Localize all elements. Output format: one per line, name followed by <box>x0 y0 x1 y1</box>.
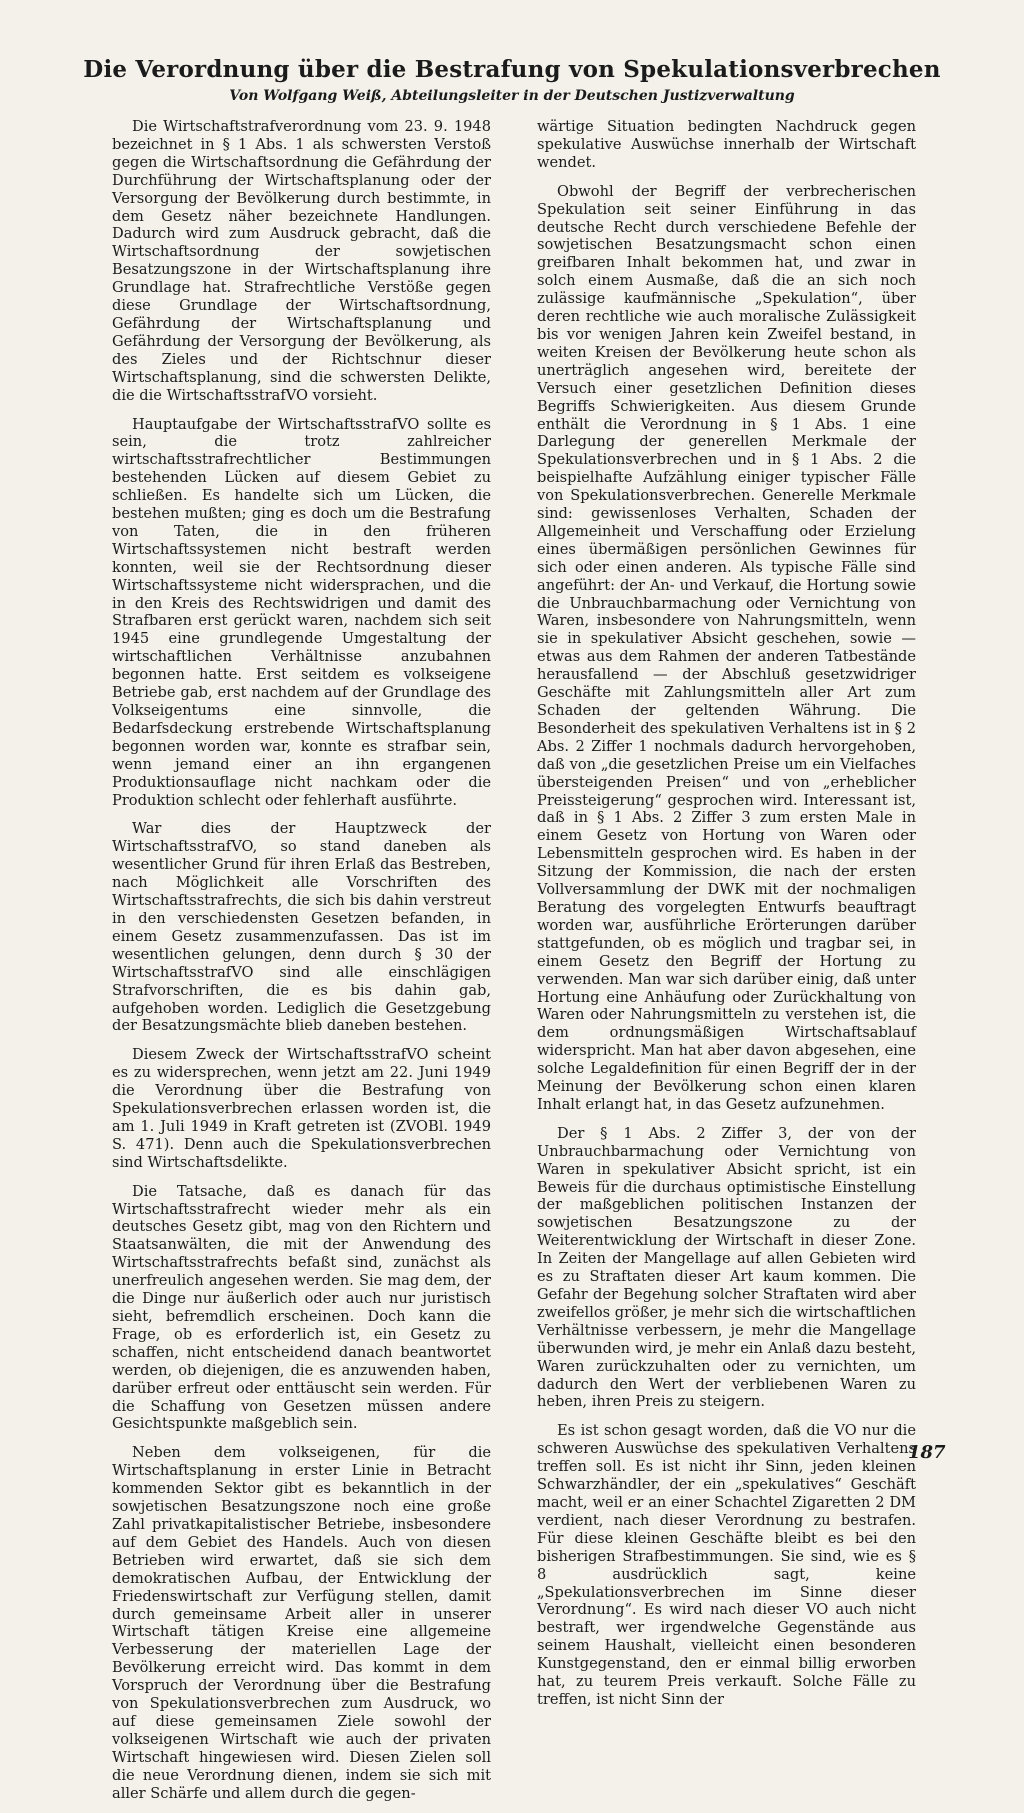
paragraph-continued: wärtige Situation bedingten Nachdruck gegen spekulative Auswüchse innerhalb der Wirtschaft wendet. <box>537 118 916 171</box>
right-column <box>537 118 916 1720</box>
paragraph: Obwohl der Begriff der verbrecherischen Spekulation seit seiner Einführung in das deutsche Recht durch verschiedene Befehle der sowjetischen Besatzungsmacht schon einen greifbaren Inhalt bekommen hat, und zwar in solch einem Ausmaße, daß die an sich noch zulässige kaufmännische „Spekulation“, über deren rechtliche wie auch moralische Zulässigkeit bis vor wenigen Jahren kein Zweifel bestand, in weiten Kreisen der Bevölkerung heute schon als unerträglich angesehen wird, bereitete der Versuch einer gesetzlichen Definition dieses Begriffs Schwierigkeiten. Aus diesem Grunde enthält die Verordnung in § 1 Abs. 1 eine Darlegung der generellen Merkmale der Spekulationsverbrechen und in § 1 Abs. 2 die beispielhafte Aufzählung einiger typischer Fälle von Spekulationsverbrechen. Generelle Merkmale sind: gewissenloses Verhalten, Schaden der Allgemeinheit und Verschaffung oder Erzielung eines übermäßigen persönlichen Gewinnes für sich oder einen anderen. Als typische Fälle sind angeführt: der An- und Verkauf, die Hortung sowie die Unbrauchbarmachung oder Vernichtung von Waren, insbesondere von Nahrungsmitteln, wenn sie in spekulativer Absicht geschehen, sowie — etwas aus dem Rahmen der anderen Tatbestände herausfallend — der Abschluß gesetzwidriger Geschäfte mit Zahlungsmitteln aller Art zum Schaden der geltenden Währung. Die Besonderheit des spekulativen Verhaltens ist in § 2 Abs. 2 Ziffer 1 nochmals dadurch hervorgehoben, daß von „die gesetzlichen Preise um ein Vielfaches übersteigenden Preisen“ und von „erheblicher Preissteigerung“ gesprochen wird. Interessant ist, daß in § 1 Abs. 2 Ziffer 3 zum ersten Male in einem Gesetz von Hortung von Waren oder Lebensmitteln gesprochen wird. Es haben in der Sitzung der Kommission, die nach der ersten Vollversammlung der DWK mit der nochmaligen Beratung des vorgelegten Entwurfs beauftragt worden war, ausführliche Erörterungen darüber stattgefunden, ob es möglich und tragbar sei, in einem Gesetz den Begriff der Hortung zu verwenden. Man war sich darüber einig, daß unter Hortung eine Anhäufung oder Zurückhaltung von Waren oder Nahrungsmitteln zu verstehen ist, die dem ordnungsmäßigen Wirtschaftsablauf widerspricht. Man hat aber davon abgesehen, eine solche Legaldefinition für einen Begriff der in der Meinung der Bevölkerung schon einen klaren Inhalt erlangt hat, in das Gesetz aufzunehmen. <box>537 182 916 1113</box>
paragraph: Die Tatsache, daß es danach für das Wirtschaftsstrafrecht wieder mehr als ein deutsches Gesetz gibt, mag von den Richtern und Staatsanwälten, die mit der Anwendung des Wirtschaftsstrafrechts befaßt sind, zunächst als unerfreulich angesehen werden. Sie mag dem, der die Dinge nur äußerlich oder auch nur juristisch sieht, befremdlich erscheinen. Doch kann die Frage, ob es erforderlich ist, ein Gesetz zu schaffen, nicht entscheidend danach beantwortet werden, ob diejenigen, die es anzuwenden haben, darüber erfreut oder enttäuscht sein werden. Für die Schaffung von Gesetzen müssen andere Gesichtspunkte maßgeblich sein. <box>112 1182 491 1433</box>
left-column <box>112 118 491 1813</box>
paragraph: Diesem Zweck der WirtschaftsstrafVO scheint es zu widersprechen, wenn jetzt am 22. Juni 1949 die Verordnung über die Bestrafung von Spekulationsverbrechen erlassen worden ist, die am 1. Juli 1949 in Kraft getreten ist (ZVOBl. 1949 S. 471). Denn auch die Spekulationsverbrechen sind Wirtschaftsdelikte. <box>112 1046 491 1171</box>
paragraph: Hauptaufgabe der WirtschaftsstrafVO sollte es sein, die trotz zahlreicher wirtschaftsstrafrechtlicher Bestimmungen bestehenden Lücken auf diesem Gebiet zu schließen. Es handelte sich um Lücken, die bestehen mußten; ging es doch um die Bestrafung von Taten, die in den früheren Wirtschaftssystemen nicht bestraft werden konnten, weil sie der Rechtsordnung dieser Wirtschaftssysteme nicht widersprachen, und die in den Kreis des Rechtswidrigen und damit des Strafbaren erst gerückt waren, nachdem sich seit 1945 eine grundlegende Umgestaltung der wirtschaftlichen Verhältnisse anzubahnen begonnen hatte. Erst seitdem es volkseigene Betriebe gab, erst nachdem auf der Grundlage des Volkseigentums eine sinnvolle, die Bedarfsdeckung erstrebende Wirtschaftsplanung begonnen worden war, konnte es strafbar sein, wenn jemand einer an ihn ergangenen Produktionsauflage nicht nachkam oder die Produktion schlecht oder fehlerhaft ausführte. <box>112 415 491 809</box>
paragraph: Neben dem volkseigenen, für die Wirtschaftsplanung in erster Linie in Betracht kommenden Sektor gibt es bekanntlich in der sowjetischen Besatzungszone noch eine große Zahl privatkapitalistischer Betriebe, insbesondere auf dem Gebiet des Handels. Auch von diesen Betrieben wird erwartet, daß sie sich dem demokratischen Aufbau, der Entwicklung der Friedenswirtschaft zur Verfügung stellen, damit durch gemeinsame Arbeit aller in unserer Wirtschaft tätigen Kreise eine allgemeine Verbesserung der materiellen Lage der Bevölkerung erreicht wird. Das kommt in dem Vorspruch der Verordnung über die Bestrafung von Spekulationsverbrechen zum Ausdruck, wo auf diese gemeinsamen Ziele sowohl der volkseigenen Wirtschaft wie auch der privaten Wirtschaft hingewiesen wird. Diesen Zielen soll die neue Verordnung dienen, indem sie sich mit aller Schärfe und allem durch die gegen- <box>112 1444 491 1802</box>
page-number: 187 <box>908 1442 946 1463</box>
paragraph: War dies der Hauptzweck der WirtschaftsstrafVO, so stand daneben als wesentlicher Grund für ihren Erlaß das Bestreben, nach Möglichkeit alle Vorschriften des Wirtschaftsstrafrechts, die sich bis dahin verstreut in den verschiedensten Gesetzen befanden, in einem Gesetz zusammenzufassen. Das ist im wesentlichen gelungen, denn durch § 30 der WirtschaftsstrafVO sind alle einschlägigen Strafvorschriften, die es bis dahin gab, aufgehoben worden. Lediglich die Gesetzgebung der Besatzungsmächte blieb daneben bestehen. <box>112 820 491 1035</box>
paragraph: Es ist schon gesagt worden, daß die VO nur die schweren Auswüchse des spekulativen Verhaltens treffen soll. Es ist nicht ihr Sinn, jeden kleinen Schwarzhändler, der ein „spekulatives“ Geschäft macht, weil er an einer Schachtel Zigaretten 2 DM verdient, nach dieser Verordnung zu bestrafen. Für diese kleinen Geschäfte bleibt es bei den bisherigen Strafbestimmungen. Sie sind, wie es § 8 ausdrücklich sagt, keine „Spekulationsverbrechen im Sinne dieser Verordnung“. Es wird nach dieser VO auch nicht bestraft, wer irgendwelche Gegenstände aus seinem Haushalt, vielleicht einen besonderen Kunstgegenstand, den er einmal billig erworben hat, zu teurem Preis verkauft. Solche Fälle zu treffen, ist nicht Sinn der <box>537 1422 916 1708</box>
article-title: Die Verordnung über die Bestrafung von Spekulationsverbrechen <box>83 56 941 83</box>
paragraph: Die Wirtschaftstrafverordnung vom 23. 9. 1948 bezeichnet in § 1 Abs. 1 als schwersten Verstoß gegen die Wirtschaftsordnung die Gefährdung der Durchführung der Wirtschaftsplanung oder der Versorgung der Bevölkerung durch bestimmte, in dem Gesetz näher bezeichnete Handlungen. Dadurch wird zum Ausdruck gebracht, daß die Wirtschaftsordnung der sowjetischen Besatzungszone in der Wirtschaftsplanung ihre Grundlage hat. Strafrechtliche Verstöße gegen diese Grundlage der Wirtschaftsordnung, Gefährdung der Wirtschaftsplanung und Gefährdung der Versorgung der Bevölkerung, als des Zieles und der Richtschnur dieser Wirtschaftsplanung, sind die schwersten Delikte, die die WirtschaftsstrafVO vorsieht. <box>112 118 491 404</box>
paragraph: Der § 1 Abs. 2 Ziffer 3, der von der Unbrauchbarmachung oder Vernichtung von Waren in spekulativer Absicht spricht, ist ein Beweis für die durchaus optimistische Einstellung der maßgeblichen politischen Instanzen der sowjetischen Besatzungszone zu der Weiterentwicklung der Wirtschaft in dieser Zone. In Zeiten der Mangellage auf allen Gebieten wird es zu Straftaten dieser Art kaum kommen. Die Gefahr der Begehung solcher Straftaten wird aber zweifellos größer, je mehr sich die wirtschaftlichen Verhältnisse verbessern, je mehr die Mangellage überwunden wird, je mehr ein Anlaß dazu besteht, Waren zurückzuhalten oder zu vernichten, um dadurch den Wert der verbliebenen Waren zu heben, ihren Preis zu steigern. <box>537 1124 916 1411</box>
article-byline: Von Wolfgang Weiß, Abteilungsleiter in der Deutschen Justizverwaltung <box>229 88 795 104</box>
